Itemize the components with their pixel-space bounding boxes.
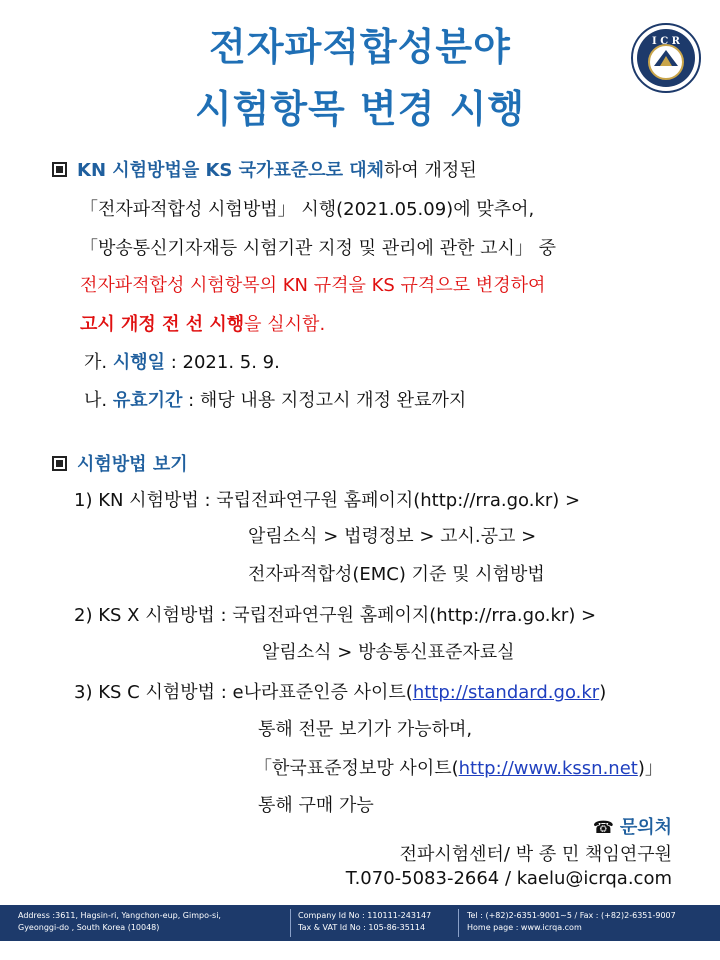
square-bullet-icon	[52, 456, 67, 471]
item3-line3: 「한국표준정보망 사이트(http://www.kssn.net)」	[254, 758, 663, 779]
item1-line1: 1) KN 시험방법 : 국립전파연구원 홈페이지(http://rra.go.kr) >	[74, 490, 581, 511]
title-line-2: 시험항목 변경 시행	[194, 87, 526, 131]
contact-phone-email: T.070-5083-2664 / kaelu@icrqa.com	[345, 868, 672, 889]
item1-line2: 알림소식 > 법령정보 > 고시.공고 >	[248, 526, 537, 547]
section1-line4: 전자파적합성 시험항목의 KN 규격을 KS 규격으로 변경하여	[80, 275, 546, 296]
title-line-1: 전자파적합성분야	[209, 25, 511, 69]
standard-link[interactable]: http://standard.go.kr	[412, 682, 600, 703]
section1-line1: KN 시험방법을 KS 국가표준으로 대체하여 개정된	[52, 158, 477, 184]
item2-line1: 2) KS X 시험방법 : 국립전파연구원 홈페이지(http://rra.go.kr) >	[74, 605, 597, 626]
logo-text: I C R	[652, 36, 680, 47]
contact-heading: ☎ 문의처	[592, 817, 672, 838]
validity-period: 나. 유효기간 : 해당 내용 지정고시 개정 완료까지	[84, 390, 467, 411]
square-bullet-icon	[52, 162, 67, 177]
icr-emblem-icon	[630, 22, 702, 94]
footer-company: Company Id No : 110111-243147 Tax & VAT Id No : 105-86-35114	[298, 911, 432, 932]
contact-person: 전파시험센터/ 박 종 민 책임연구원	[399, 844, 672, 865]
footer-bar	[0, 905, 720, 941]
kssn-link[interactable]: http://www.kssn.net	[458, 758, 638, 779]
effective-date: 가. 시행일 : 2021. 5. 9.	[84, 352, 280, 373]
footer-contact: Tel : (+82)2-6351-9001~5 / Fax : (+82)2-6351-9007 Home page : www.icrqa.com	[467, 911, 676, 932]
item3-line1: 3) KS C 시험방법 : e나라표준인증 사이트(http://standard.go.kr)	[74, 682, 607, 703]
item3-line4: 통해 구매 가능	[258, 795, 374, 816]
section1-line2: 「전자파적합성 시험방법」 시행(2021.05.09)에 맞추어,	[80, 199, 535, 220]
section2-heading: 시험방법 보기	[52, 452, 188, 478]
section1-line5: 고시 개정 전 선 시행을 실시함.	[80, 314, 326, 335]
footer-address: Address :3611, Hagsin-ri, Yangchon-eup, Gimpo-si, Gyeonggi-do , South Korea (10048)	[18, 911, 221, 932]
section1-line3: 「방송통신기자재등 시험기관 지정 및 관리에 관한 고시」 중	[80, 238, 556, 259]
phone-icon: ☎	[592, 818, 615, 838]
footer-divider	[290, 909, 291, 937]
item1-line3: 전자파적합성(EMC) 기준 및 시험방법	[248, 564, 545, 585]
item2-line2: 알림소식 > 방송통신표준자료실	[262, 642, 515, 663]
item3-line2: 통해 전문 보기가 가능하며,	[258, 719, 473, 740]
footer-divider	[458, 909, 459, 937]
